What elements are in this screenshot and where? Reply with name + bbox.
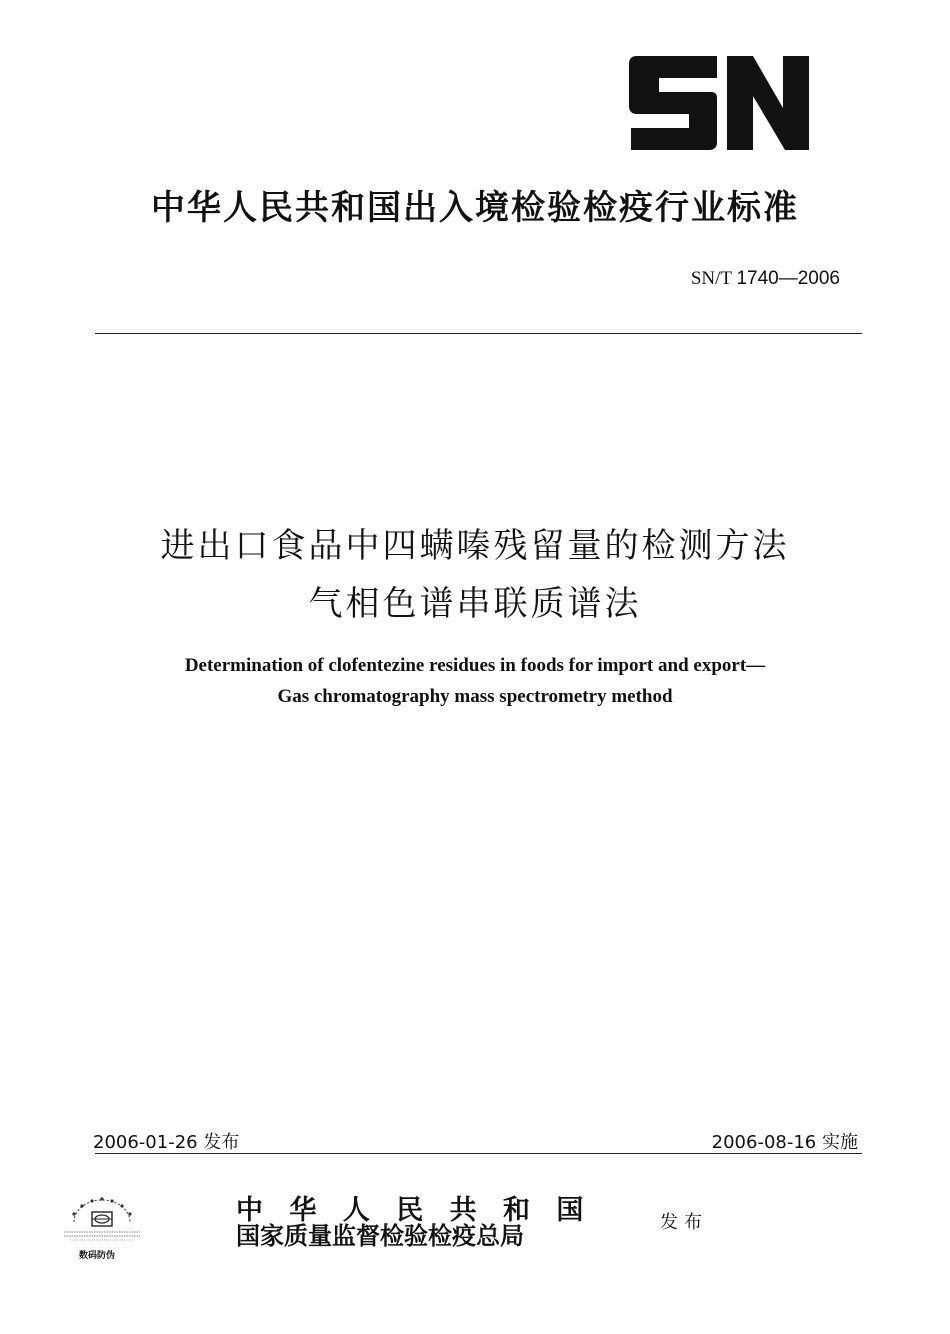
seal-caption: 数码防伪 [78, 1251, 115, 1261]
implementation-date: 2006-08-16 实施 [711, 1132, 858, 1153]
chinese-title-line-1: 进出口食品中四螨嗪残留量的检测方法 [160, 526, 790, 566]
standard-code: SN/T [690, 268, 732, 289]
english-title-line-1: Determination of clofentezine residues in foods for import and export— [184, 655, 766, 676]
chinese-title-line-2: 气相色谱串联质谱法 [308, 584, 642, 624]
standard-number [691, 268, 840, 290]
standard-number-value: 1740—2006 [736, 268, 840, 289]
standard-category-title: 中华人民共和国出入境检验检疫行业标准 [151, 188, 799, 228]
issue-label: 发布 [660, 1212, 708, 1233]
top-divider [95, 333, 862, 334]
sn-logo-n [727, 56, 809, 150]
issue-date: 2006-01-26 发布 [93, 1132, 240, 1153]
bottom-divider [95, 1153, 862, 1154]
publisher-line-1: 中 华 人 民 共 和 国 [236, 1195, 584, 1226]
sn-logo [625, 56, 811, 150]
sn-logo-s [629, 56, 717, 150]
english-title-line-2: Gas chromatography mass spectrometry method [277, 686, 673, 707]
publisher-line-2: 国家质量监督检验检疫总局 [236, 1221, 524, 1250]
